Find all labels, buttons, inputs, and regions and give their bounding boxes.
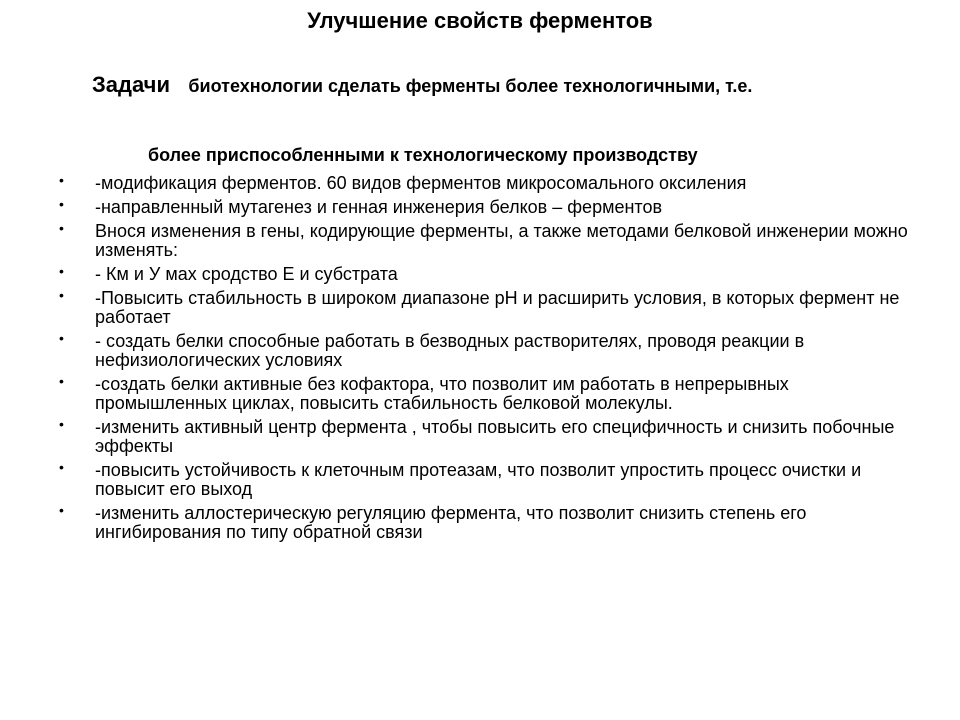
list-item (59, 174, 919, 193)
list-item-text: -изменить аллостерическую регуляцию фермента, что позволит снизить степень его ингибирования по типу обратной связи (95, 503, 807, 542)
list-item (59, 222, 919, 260)
bullet-dot-icon: • (59, 459, 64, 475)
list-item-text: -создать белки активные без кофактора, что позволит им работать в непрерывных промышленных циклах, повысить стабильность белковой молекулы. (95, 374, 789, 413)
bullet-dot-icon: • (59, 220, 64, 236)
bullet-dot-icon: • (59, 502, 64, 518)
list-item (59, 418, 919, 456)
list-item (59, 375, 919, 413)
list-item (59, 332, 919, 370)
list-item (59, 265, 919, 284)
list-item (59, 289, 919, 327)
list-item-text: -изменить активный центр фермента , чтобы повысить его специфичность и снизить побочные эффекты (95, 417, 895, 456)
bullet-list (59, 174, 919, 547)
bullet-dot-icon: • (59, 263, 64, 279)
list-item (59, 461, 919, 499)
list-item-text: -модификация ферментов. 60 видов ферментов микросомального оксиления (95, 173, 747, 193)
list-item (59, 198, 919, 217)
slide-title: Улучшение свойств ферментов (307, 8, 653, 33)
list-item (59, 504, 919, 542)
bullet-dot-icon: • (59, 416, 64, 432)
list-item-text: Вноcя изменения в гены, кодирующие ферменты, а также методами белковой инженерии можно изменять: (95, 221, 908, 260)
tasks-line (92, 72, 752, 98)
bullet-dot-icon: • (59, 330, 64, 346)
list-item-text: -повысить устойчивость к клеточным протеазам, что позволит упростить процесс очистки и повысит его выход (95, 460, 862, 499)
list-item-text: -направленный мутагенез и генная инженерия белков – ферментов (95, 197, 663, 217)
bullet-dot-icon: • (59, 196, 64, 212)
tasks-label: Задачи (92, 72, 170, 97)
bullet-dot-icon: • (59, 172, 64, 188)
list-item-text: - Км и У мах сродство Е и субстрата (95, 264, 398, 284)
subtitle: более приспособленными к технологическому производству (148, 145, 698, 165)
bullet-dot-icon: • (59, 373, 64, 389)
bullet-dot-icon: • (59, 287, 64, 303)
list-item-text: - создать белки способные работать в безводных растворителях, проводя реакции в нефизиологических условиях (95, 331, 805, 370)
list-item-text: -Повысить стабильность в широком диапазоне рН и расширить условия, в которых фермент не работает (95, 288, 900, 327)
tasks-text: биотехнологии сделать ферменты более технологичными, т.е. (188, 76, 753, 96)
